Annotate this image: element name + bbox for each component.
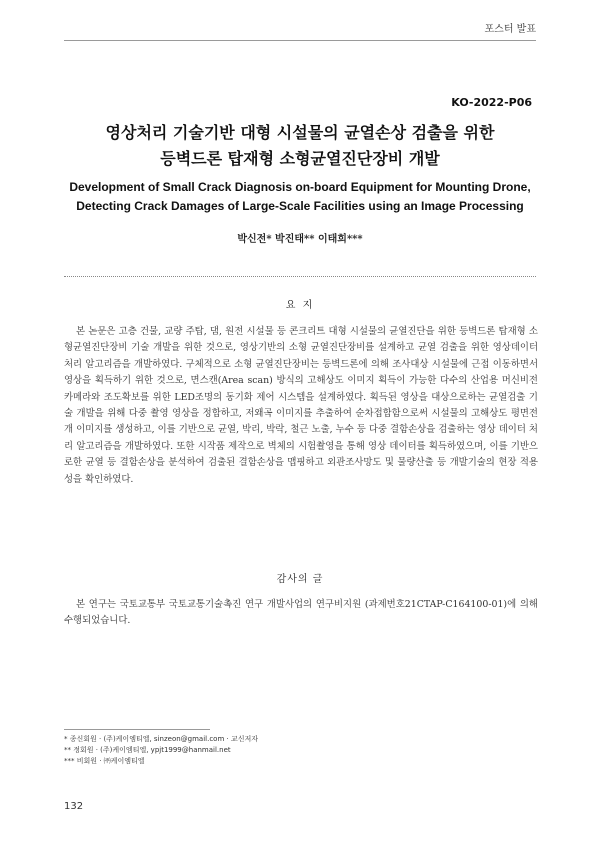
english-title-line-1: Development of Small Crack Diagnosis on-board Equipment for Mounting Drone,	[69, 180, 531, 194]
header-divider	[64, 40, 536, 41]
dotted-divider	[64, 276, 536, 277]
paper-code: KO-2022-P06	[451, 96, 532, 109]
footnote-3: *** 비회원 · ㈜케이엠티엘	[64, 757, 145, 765]
footnote-1: * 종신회원 · (주)케이엠티엘, sinzeon@gmail.com · 교신저자	[64, 735, 259, 743]
korean-title-line-1: 영상처리 기술기반 대형 시설물의 균열손상 검출을 위한	[105, 123, 495, 142]
korean-title-line-2: 등벽드론 탑재형 소형균열진단장비 개발	[160, 149, 440, 168]
english-title	[40, 178, 560, 216]
acknowledgement-heading: 감사의 글	[276, 574, 324, 585]
page-number: 132	[64, 801, 84, 812]
english-title-line-2: Detecting Crack Damages of Large-Scale Facilities using an Image Processing	[76, 199, 524, 213]
section-label: 포스터 발표	[484, 24, 536, 35]
abstract-heading: 요 지	[285, 300, 315, 311]
acknowledgement-text: 본 연구는 국토교통부 국토교통기술촉진 연구 개발사업의 연구비지원 (과제번호21CTAP-C164100-01)에 의해 수행되었습니다.	[64, 599, 538, 627]
korean-title	[40, 120, 560, 172]
footnote-2: ** 정회원 · (주)케이엠티엘, ypjt1999@hanmail.net	[64, 746, 231, 754]
abstract-text: 본 논문은 고층 건물, 교량 주탑, 댐, 원전 시설물 등 콘크리트 대형 시설물의 균열진단을 위한 등벽드론 탑재형 소형균열진단장비 기술 개발을 위한 것으로, 영상기반의 소형 균열진단장비를 설계하고 균열 검출을 위한 영상데이터 처리 알고리즘을 개발하였다. 구체적으로 소형 균열진단장비는 등벽드론에 의해 조사대상 시설물에 근접 이동하면서 영상을 획득하기 위한 것으로, 면스캔(Area scan) 방식의 고해상도 이미지 획득이 가능한 다수의 산업용 머신비전 카메라와 조도확보를 위한 LED조명의 동기화 제어 시스템을 설계하였다. 획득된 영상을 대상으로하는 균열검출 기술 개발을 위해 다중 촬영 영상을 정합하고, 저왜곡 이미지를 추출하여 순차접합함으로써 시설물의 고해상도 평면전개 이미지를 생성하고, 이를 기반으로 균열, 박리, 박락, 철근 노출, 누수 등 다중 결함손상을 검출하는 영상 데이터 처리 알고리즘을 개발하였다. 또한 시작품 제작으로 벽체의 시험촬영을 통해 영상 데이터를 획득하였으며, 이를 기반으로한 균열 등 결함손상을 분석하여 검출된 결함손상을 맵핑하고 외관조사망도 및 물량산출 등 개발기술의 현장 적용성을 확인하였다.	[64, 326, 538, 485]
author-list: 박신전* 박진태** 이태희***	[237, 234, 363, 245]
footnotes	[64, 734, 536, 767]
footnote-divider	[64, 729, 210, 730]
